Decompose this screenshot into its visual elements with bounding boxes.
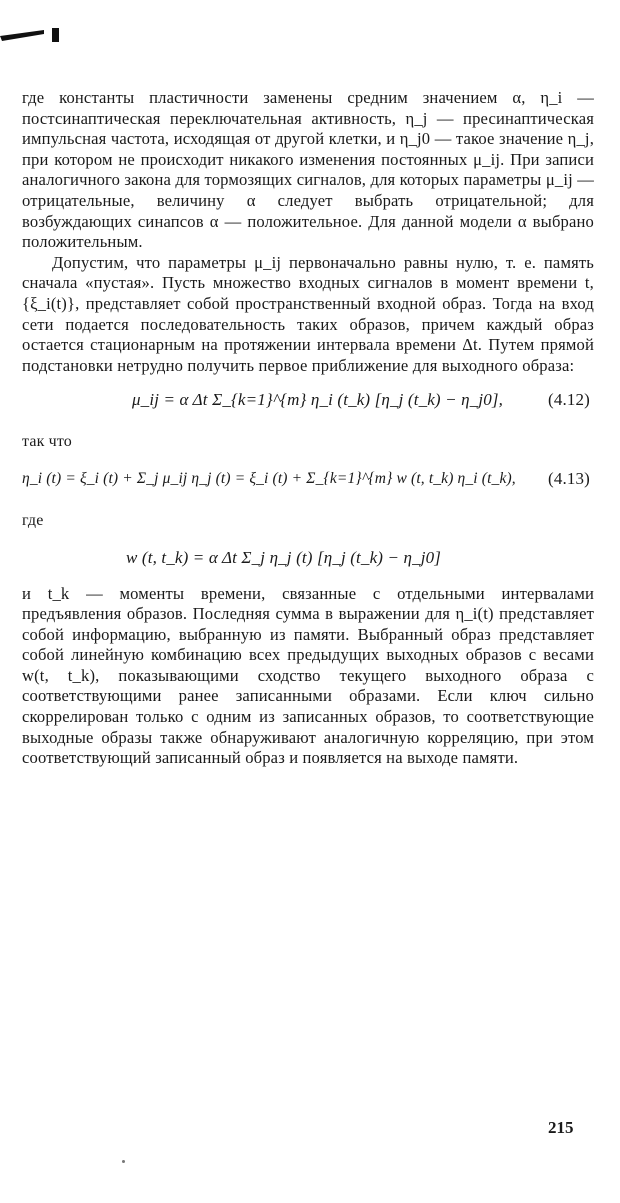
formula-4-13 <box>22 455 594 505</box>
formula-4-12 <box>22 376 594 426</box>
paragraph-3: и t_k — моменты времени, связанные с отдельными интервалами предъявления образов. Последняя сумма в выражении для η_i(t) представляет собой информацию, выбранную из памяти. Выбранный образ представляет собой линейную комбинацию всех предыдущих выходных образов с весами w(t, t_k), показывающими сходство текущего выходного образа с соответствующими ранее записанными образами. Если ключ сильно скоррелирован только с одним из записанных образов, то соответствующие выходные образы также обнаруживают аналогичную корреляцию, при этом соответствующий записанный образ и появляется на выходе памяти. <box>22 583 594 768</box>
formula-4-13-expression: η_i (t) = ξ_i (t) + Σ_j μ_ij η_j (t) = ξ_i (t) + Σ_{k=1}^{m} w (t, t_k) η_i (t_k), <box>22 469 516 487</box>
connective-gde: где <box>22 511 44 529</box>
formula-4-13-number: (4.13) <box>548 468 590 488</box>
page-corner-mark <box>0 22 62 48</box>
formula-4-12-expression: μ_ij = α Δt Σ_{k=1}^{m} η_i (t_k) [η_j (t_k) − η_j0], <box>132 390 504 410</box>
formula-4-12-number: (4.12) <box>548 390 590 410</box>
paragraph-1: где константы пластичности заменены средним значением α, η_i — постсинаптическая переключательная активность, η_j — пресинаптическая импульсная частота, исходящая от другой клетки, и η_j0 — такое значение η_j, при котором не происходит никакого изменения постоянных μ_ij. При записи аналогичного закона для тормозящих сигналов, для которых параметры μ_ij — отрицательные, величину α следует выбрать отрицательной; для возбуждающих синапсов α — положительное. Для данной модели α выбрано положительным. <box>22 88 594 252</box>
formula-w-expression: w (t, t_k) = α Δt Σ_j η_j (t) [η_j (t_k) − η_j0] <box>126 547 442 567</box>
page-text <box>22 88 594 769</box>
print-speck <box>122 1160 125 1163</box>
paragraph-2: Допустим, что параметры μ_ij первоначально равны нулю, т. е. память сначала «пустая». Пусть множество входных сигналов в момент времени t, {ξ_i(t)}, представляет собой пространственный входной образ. Тогда на вход сети подается последовательность таких образов, причем каждый образ остается стационарным на протяжении интервала времени Δt. Путем прямой подстановки нетрудно получить первое приближение для выходного образа: <box>22 252 594 375</box>
connective-tak-chto: так что <box>22 433 72 451</box>
page-number: 215 <box>548 1118 574 1137</box>
formula-w <box>22 534 594 584</box>
